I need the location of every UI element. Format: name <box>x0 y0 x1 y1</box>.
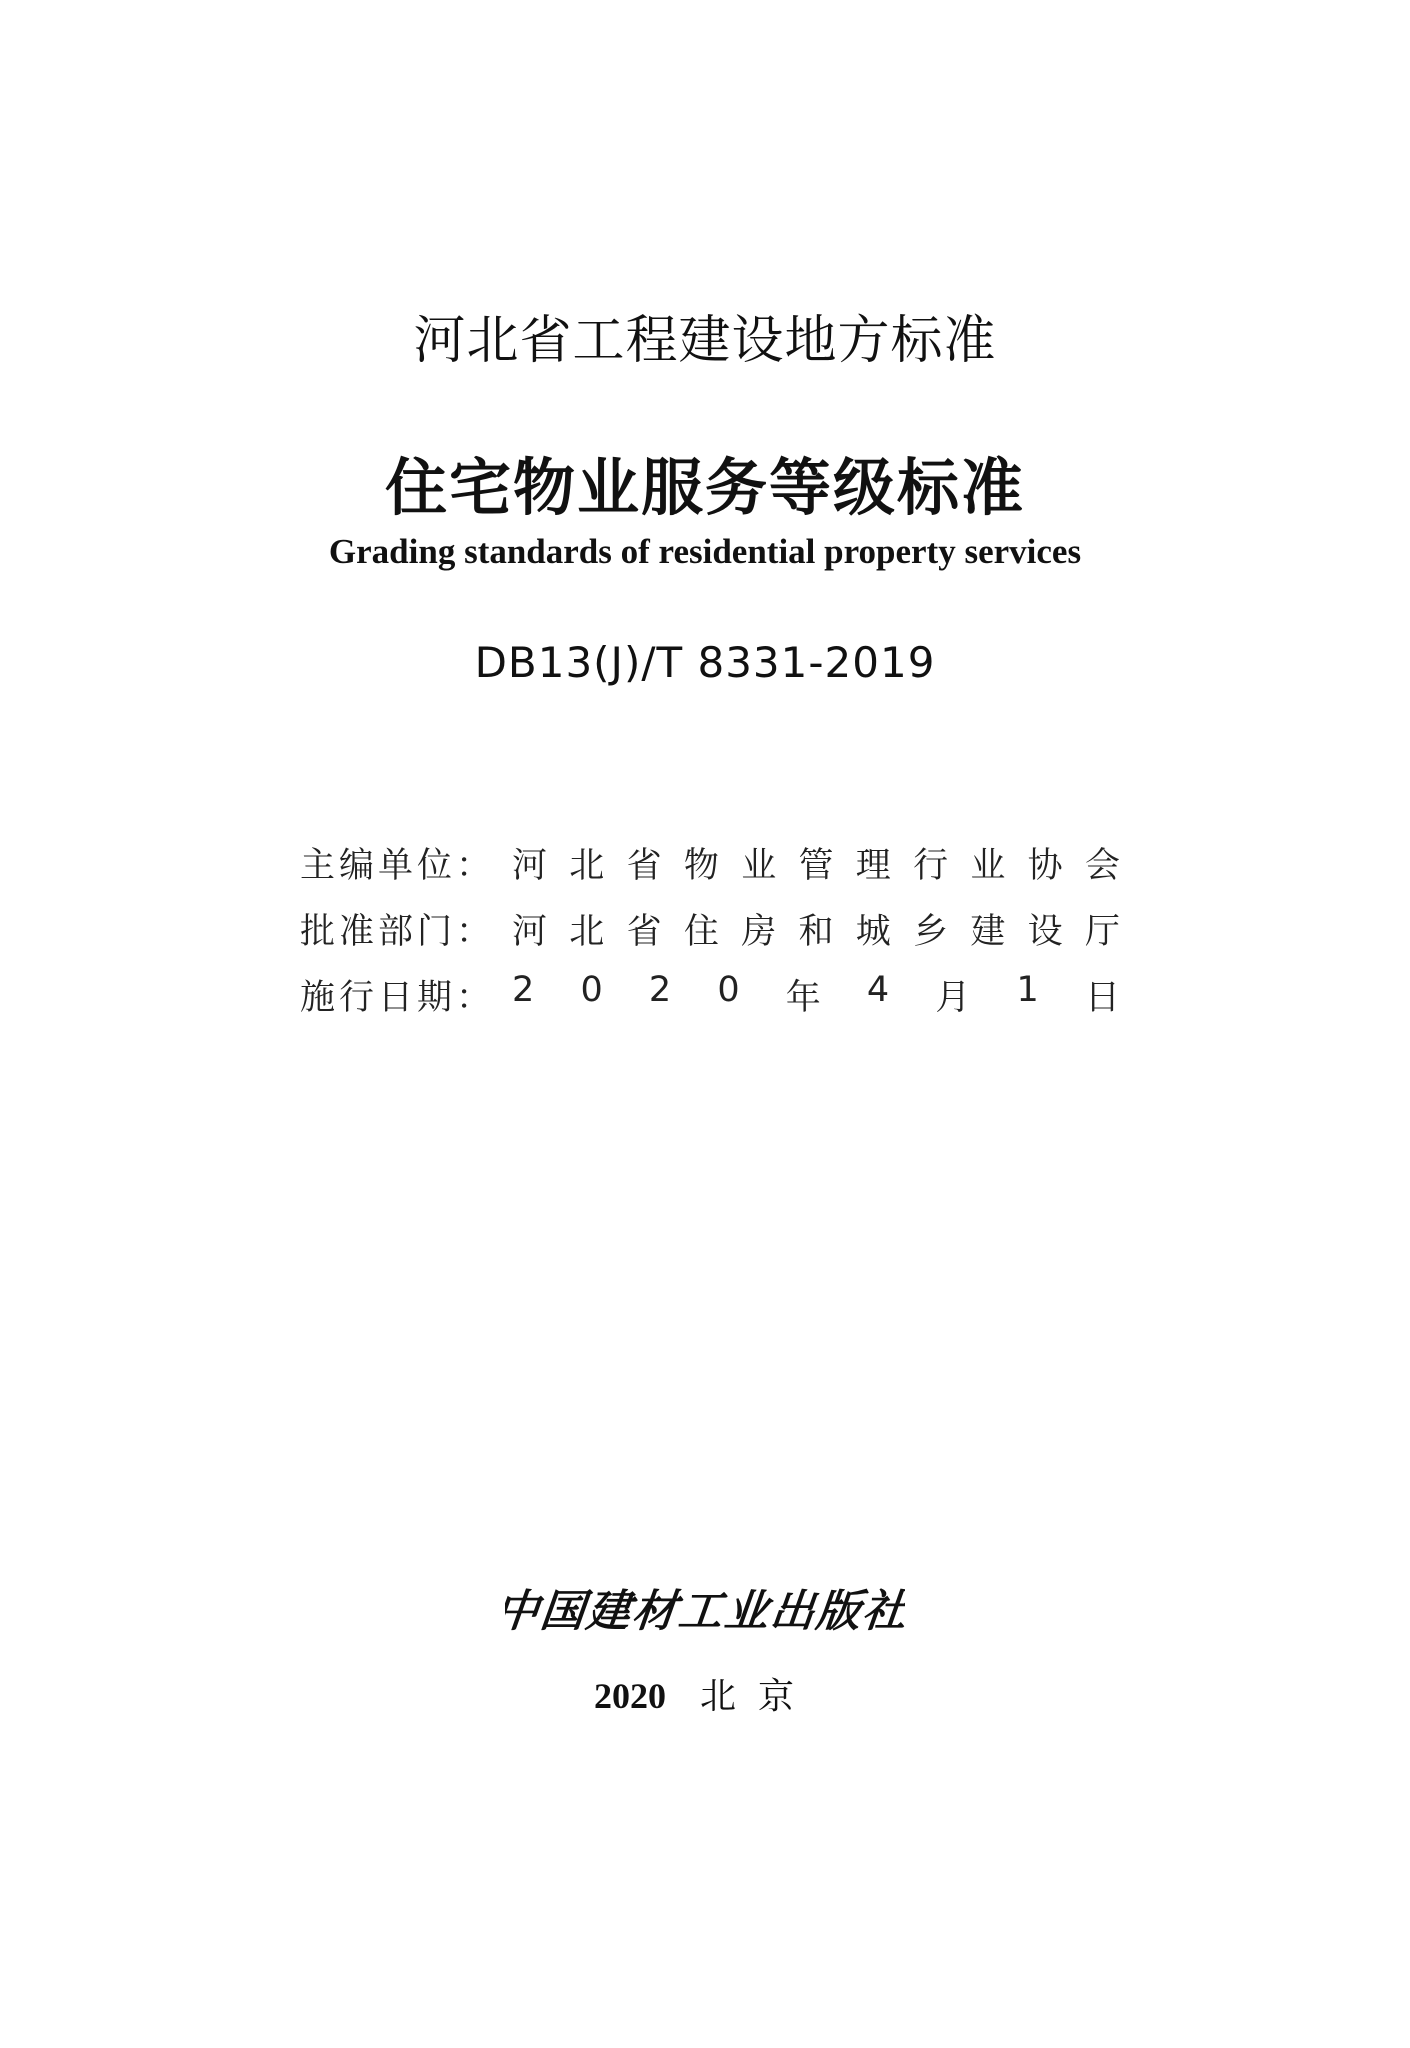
series-title: 河北省工程建设地方标准 <box>413 311 997 371</box>
info-char: 行 <box>913 846 949 886</box>
info-char: 物 <box>683 846 719 886</box>
info-row-editor <box>300 830 1120 896</box>
info-char: 设 <box>1027 912 1063 952</box>
standard-code: DB13(J)/T 8331-2019 <box>474 638 936 687</box>
info-char: 省 <box>626 846 662 886</box>
info-char: 河 <box>512 912 548 952</box>
info-char: 城 <box>855 912 891 952</box>
info-char: 建 <box>970 912 1006 952</box>
info-char: 4 <box>866 970 890 1010</box>
info-char: 省 <box>626 912 662 952</box>
info-char: 0 <box>580 970 603 1010</box>
publisher-logo <box>505 1578 905 1640</box>
info-label: 施行日期： <box>300 978 496 1018</box>
info-char: 业 <box>970 846 1006 886</box>
info-label: 批准部门： <box>300 912 496 952</box>
info-char: 河 <box>512 846 548 886</box>
info-char: 会 <box>1084 846 1120 886</box>
info-char: 管 <box>798 846 834 886</box>
info-block <box>300 830 1120 1028</box>
info-char: 2 <box>512 970 535 1010</box>
info-value <box>512 904 1120 954</box>
info-char: 协 <box>1027 846 1063 886</box>
info-char: 住 <box>683 912 719 952</box>
info-label: 主编单位： <box>300 846 496 886</box>
info-char: 年 <box>785 978 821 1018</box>
info-char: 月 <box>935 978 971 1018</box>
publisher-logo-text: 中国建材工业出版社 <box>505 1586 905 1637</box>
info-char: 2 <box>648 970 672 1010</box>
info-value <box>512 838 1120 888</box>
info-row-effective-date <box>300 962 1120 1028</box>
info-char: 北 <box>569 846 605 886</box>
info-char: 乡 <box>913 912 949 952</box>
info-char: 日 <box>1084 978 1120 1018</box>
info-char: 和 <box>798 912 834 952</box>
info-char: 北 <box>569 912 605 952</box>
publication-year: 2020 <box>593 1676 666 1716</box>
info-char: 厅 <box>1084 912 1120 952</box>
main-title: 住宅物业服务等级标准 <box>384 451 1025 524</box>
publisher-place <box>0 1668 1410 1719</box>
info-char: 0 <box>717 970 740 1010</box>
info-char: 业 <box>741 846 777 886</box>
info-char: 房 <box>741 912 777 952</box>
info-char: 理 <box>855 846 891 886</box>
publication-city: 北京 <box>699 1676 816 1717</box>
info-value <box>512 970 1120 1020</box>
info-char: 1 <box>1016 970 1039 1010</box>
info-row-approver <box>300 896 1120 962</box>
english-title: Grading standards of residential property services <box>328 532 1082 571</box>
